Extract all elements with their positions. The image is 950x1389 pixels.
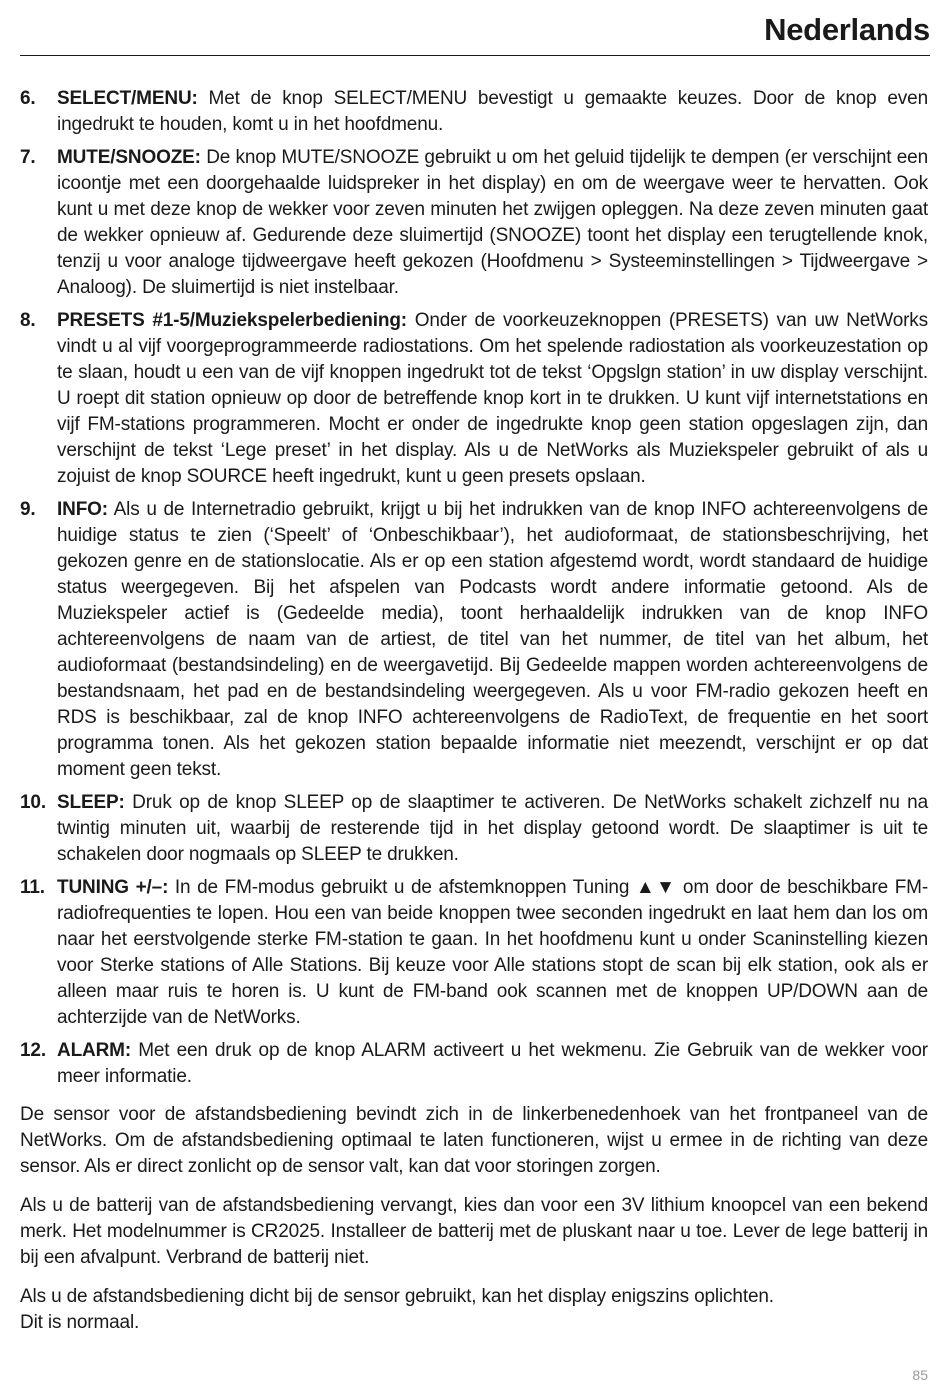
item-text: Met de knop SELECT/MENU bevestigt u gemaakte keuzes. Door de knop even ingedrukt te houden, komt u in het hoofdmenu. <box>57 88 928 135</box>
item-text: Druk op de knop SLEEP op de slaaptimer te activeren. De NetWorks schakelt zichzelf nu na twintig minuten uit, waarbij de resterende tijd in het display getoond wordt. De slaaptimer is uit te schakelen door nogmaals op SLEEP te drukken. <box>57 792 928 865</box>
page-number: 85 <box>912 1367 928 1383</box>
item-term: INFO: <box>57 499 108 520</box>
item-text: De knop MUTE/SNOOZE gebruikt u om het geluid tijdelijk te dempen (er verschijnt een icoontje met een doorgehaalde luidspreker in het display) en om de weergave weer te hervatten. Ook kunt u met deze knop de wekker voor zeven minuten het zwijgen opleggen. Na deze zeven minuten gaat de wekker opnieuw af. Gedurende deze sluimertijd (SNOOZE) toont het display een terugtellende knok, tenzij u voor analoge tijdweergave heeft gekozen (Hoofdmenu > Systeeminstellingen > Tijdweergave > Analoog). De sluimertijd is niet instelbaar. <box>57 147 928 298</box>
list-item-tuning <box>20 875 928 1031</box>
paragraph-remote-sensor: De sensor voor de afstandsbediening bevindt zich in de linkerbenedenhoek van het frontpaneel van de NetWorks. Om de afstandsbediening optimaal te laten functioneren, wijst u ermee in de richting van deze sensor. Als er direct zonlicht op de sensor valt, kan dat voor storingen zorgen. <box>20 1104 928 1177</box>
item-term: SLEEP: <box>57 792 125 813</box>
page-content <box>20 86 928 1349</box>
item-text: In de FM-modus gebruikt u de afstemknoppen Tuning ▲▼ om door de beschikbare FM-radiofrequenties te lopen. Hou een van beide knoppen twee seconden ingedrukt en laat hem dan los om naar het eerstvolgende sterke FM-station te gaan. In het hoofdmenu kunt u onder Scaninstelling kiezen voor Sterke stations of Alle Stations. Bij keuze voor Alle stations stopt de scan bij elk station, ook als er alleen maar ruis te horen is. U kunt de FM-band ook scannen met de knoppen UP/DOWN aan de achterzijde van de NetWorks. <box>57 877 929 1028</box>
item-number: 6. <box>20 88 36 109</box>
item-text: Met een druk op de knop ALARM activeert u het wekmenu. Zie Gebruik van de wekker voor meer informatie. <box>57 1040 928 1087</box>
item-number: 12. <box>20 1040 46 1061</box>
list-item-sleep <box>20 790 928 868</box>
list-item-select-menu <box>20 86 928 138</box>
item-term: PRESETS #1-5/Muziekspelerbediening: <box>57 310 407 331</box>
list-item-alarm <box>20 1038 928 1090</box>
item-number: 10. <box>20 792 46 813</box>
item-text: Onder de voorkeuzeknoppen (PRESETS) van uw NetWorks vindt u al vijf voorgeprogrammeerde radiostations. Om het spelende radiostation als voorkeuzestation op te slaan, houdt u een van de vijf knoppen ingedrukt tot de tekst ‘Opgslgn station’ in uw display verschijnt. U roept dit station opnieuw op door de betreffende knop kort in te drukken. U kunt vijf internetstations en vijf FM-stations programmeren. Mocht er onder de ingedrukte knop geen station opgeslagen zijn, dan verschijnt de tekst ‘Lege preset’ in het display. Als u de NetWorks als Muziekspeler gebruikt of als u zojuist de knop SOURCE heeft ingedrukt, kunt u geen presets opslaan. <box>57 310 928 487</box>
list-item-presets <box>20 308 928 490</box>
item-number: 11. <box>20 877 45 898</box>
item-term: ALARM: <box>57 1040 132 1061</box>
item-term: SELECT/MENU: <box>57 88 198 109</box>
page-title: Nederlands <box>764 12 930 47</box>
item-number: 8. <box>20 310 36 331</box>
list-item-mute-snooze <box>20 145 928 301</box>
list-item-info <box>20 497 928 783</box>
paragraph-display-glow-text: Als u de afstandsbediening dicht bij de sensor gebruikt, kan het display enigszins oplichten. <box>20 1286 774 1307</box>
page-header <box>20 10 930 56</box>
item-term: MUTE/SNOOZE: <box>57 147 201 168</box>
item-number: 7. <box>20 147 36 168</box>
paragraph-battery: Als u de batterij van de afstandsbediening vervangt, kies dan voor een 3V lithium knoopcel van een bekend merk. Het modelnummer is CR2025. Installeer de batterij met de pluskant naar u toe. Lever de lege batterij in bij een afvalpunt. Verbrand de batterij niet. <box>20 1195 928 1268</box>
numbered-list <box>20 86 928 1090</box>
paragraph-display-glow <box>20 1284 928 1336</box>
item-term: TUNING +/–: <box>57 877 169 898</box>
item-number: 9. <box>20 499 36 520</box>
paragraph-display-glow-last-line: Dit is normaal. <box>20 1312 140 1333</box>
item-text: Als u de Internetradio gebruikt, krijgt u bij het indrukken van de knop INFO achtereenvolgens de huidige status te zien (‘Speelt’ of ‘Onbeschikbaar’), het audioformaat, de stationsbeschrijving, het gekozen genre en de stationslocatie. Als er op een station afgestemd wordt, wordt standaard de huidige status weergegeven. Bij het afspelen van Podcasts wordt andere informatie getoond. Als de Muziekspeler actief is (Gedeelde media), toont herhaaldelijk indrukken van de knop INFO achtereenvolgens de naam van de artiest, de titel van het nummer, de titel van het album, het audioformaat (bestandsindeling) en de weergavetijd. Bij Gedeelde mappen worden achtereenvolgens de bestandsnaam, het pad en de bestandsindeling weergegeven. Als u voor FM-radio gekozen heeft en RDS is beschikbaar, zal de knop INFO achtereenvolgens de RadioText, de frequentie en het soort programma tonen. Als het gekozen station bepaalde informatie niet meezendt, verschijnt er op dat moment geen tekst. <box>57 499 928 780</box>
